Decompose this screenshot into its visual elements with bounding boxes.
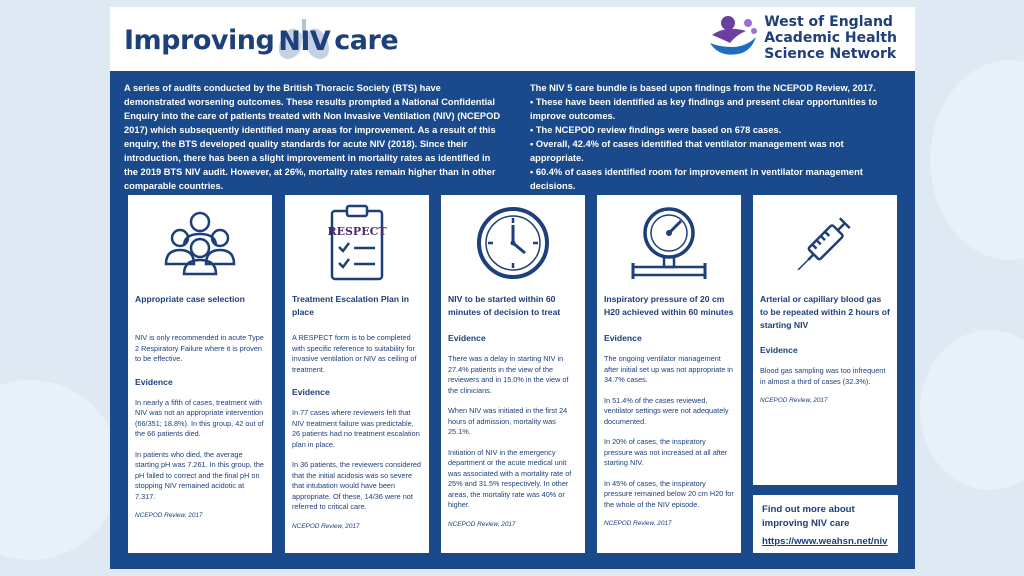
people-icon xyxy=(135,195,265,291)
evidence-label: Evidence xyxy=(604,333,642,343)
card-source: NCEPOD Review, 2017 xyxy=(604,520,672,527)
evidence-para: In 36 patients, the reviewers considered that the initial acidosis was so severe that intubation would have been appropriate. Of these, 14/36 were not referred to critical care. xyxy=(292,460,421,511)
evidence-para: In 45% of cases, the inspiratory pressure remained below 20 cm H20 for the whole of the NIV episode. xyxy=(604,478,734,509)
evidence-para: In 77 cases where reviewers felt that NIV treatment failure was predictable, 26 patients had no treatment escalation plan in place. xyxy=(292,408,420,449)
org-line-2: Academic Health xyxy=(764,30,897,46)
evidence-para: Initiation of NIV in the emergency department or the acute medical unit was associated with a mortality rate of 25% and 31.5% respectively. In other areas, the mortality rate was 40% or higher. xyxy=(448,447,572,509)
card-niv-timing xyxy=(441,195,585,553)
weahsn-link[interactable]: https://www.weahsn.net/niv xyxy=(762,536,888,547)
poster xyxy=(110,7,915,569)
pressure-gauge-icon xyxy=(604,195,734,291)
evidence-para: Blood gas sampling was too infrequent in almost a third of cases (32.3%). xyxy=(760,366,886,386)
ahsn-logo-icon xyxy=(706,13,760,63)
card-title: Appropriate case selection xyxy=(135,294,245,304)
intro-bullet: • These have been identified as key findings and present clear opportunities to improve outcomes. xyxy=(530,97,878,121)
title-post: care xyxy=(334,24,399,56)
evidence-para: In 20% of cases, the inspiratory pressure was not increased at all after starting NIV. xyxy=(604,437,728,467)
card-source: NCEPOD Review, 2017 xyxy=(760,397,828,404)
evidence-label: Evidence xyxy=(292,387,330,397)
evidence-para: In nearly a fifth of cases, treatment with NIV was not an appropriate intervention (66/351; 18.8%). In this group, 42 out of the 66 patients died. xyxy=(135,397,264,438)
header xyxy=(110,7,915,71)
card-escalation-plan xyxy=(285,195,429,553)
card-blood-gas xyxy=(753,195,897,485)
evidence-para: When NIV was initiated in the first 24 hours of admission, mortality was 25.1%. xyxy=(448,406,568,436)
card-inspiratory-pressure xyxy=(597,195,741,553)
evidence-label: Evidence xyxy=(448,333,486,343)
card-intro: NIV is only recommended in acute Type 2 Respiratory Failure where it is proven to be effective. xyxy=(135,333,264,363)
clock-icon xyxy=(448,195,578,291)
page-title xyxy=(124,17,398,63)
evidence-para: In 51.4% of the cases reviewed, ventilator settings were not adequately documented. xyxy=(604,395,729,426)
intro-bullet: • Overall, 42.4% of cases identified that ventilator management was not appropriate. xyxy=(530,139,844,163)
intro-bullet: • The NCEPOD review findings were based on 678 cases. xyxy=(530,125,782,135)
card-source: NCEPOD Review, 2017 xyxy=(135,512,203,519)
title-pre: Improving xyxy=(124,24,275,56)
card-source: NCEPOD Review, 2017 xyxy=(292,522,360,530)
evidence-para: The ongoing ventilator management after initial set up was not appropriate in 34.7% cases. xyxy=(604,354,733,384)
evidence-label: Evidence xyxy=(760,345,798,355)
clipboard-icon xyxy=(292,195,422,291)
find-out-line-1: Find out more about xyxy=(762,504,855,515)
card-title: Treatment Escalation Plan in place xyxy=(292,294,410,317)
syringe-icon xyxy=(760,195,890,291)
intro-right xyxy=(530,81,900,193)
card-title: Arterial or capillary blood gas to be repeated within 2 hours of starting NIV xyxy=(760,294,890,330)
evidence-para: There was a delay in starting NIV in 27.4% patients in the view of the reviewers and in 15.0% in the view of the clinicians. xyxy=(448,354,569,395)
org-logo xyxy=(706,13,897,63)
card-title: NIV to be started within 60 minutes of decision to treat xyxy=(448,294,561,317)
respect-icon-text: RESPECT xyxy=(327,225,387,238)
evidence-para: In patients who died, the average starting pH was 7.261. In this group, the pH failed to correct and the final pH on stopping NIV remained acidotic at 7.317. xyxy=(135,449,264,501)
intro-bullet: • 60.4% of cases identified room for improvement in ventilator management decisions. xyxy=(530,167,863,191)
intro-left: A series of audits conducted by the British Thoracic Society (BTS) have demonstrated worsening outcomes. These results prompted a National Confidential Enquiry into the care of patients treated with Non Invasive Ventilation (NIV) (NCEPOD 2017) which subsequently identified many areas for improvement. As a result of this enquiry, the BTS developed quality standards for acute NIV (2018). Since their introduction, there has been a slight improvement in mortality rates as identified in the 2019 BTS NIV audit. However, at 26%, mortality rates remain higher than in other comparable countries. xyxy=(124,83,501,191)
find-out-line-2: improving NIV care xyxy=(762,518,850,529)
card-case-selection xyxy=(128,195,272,553)
card-intro: A RESPECT form is to be completed with specific reference to suitability for invasive ventilation or NIV as ceiling of treatment. xyxy=(292,333,417,374)
org-line-3: Science Network xyxy=(764,46,897,62)
intro-right-heading: The NIV 5 care bundle is based upon findings from the NCEPOD Review, 2017. xyxy=(530,83,876,93)
find-out-more-box xyxy=(753,495,898,553)
title-niv: NIV xyxy=(278,26,331,57)
evidence-label: Evidence xyxy=(135,376,173,387)
card-source: NCEPOD Review, 2017 xyxy=(448,520,516,528)
lungs-icon xyxy=(275,17,333,63)
card-title: Inspiratory pressure of 20 cm H20 achieved within 60 minutes xyxy=(604,294,734,317)
org-line-1: West of England xyxy=(764,14,893,30)
